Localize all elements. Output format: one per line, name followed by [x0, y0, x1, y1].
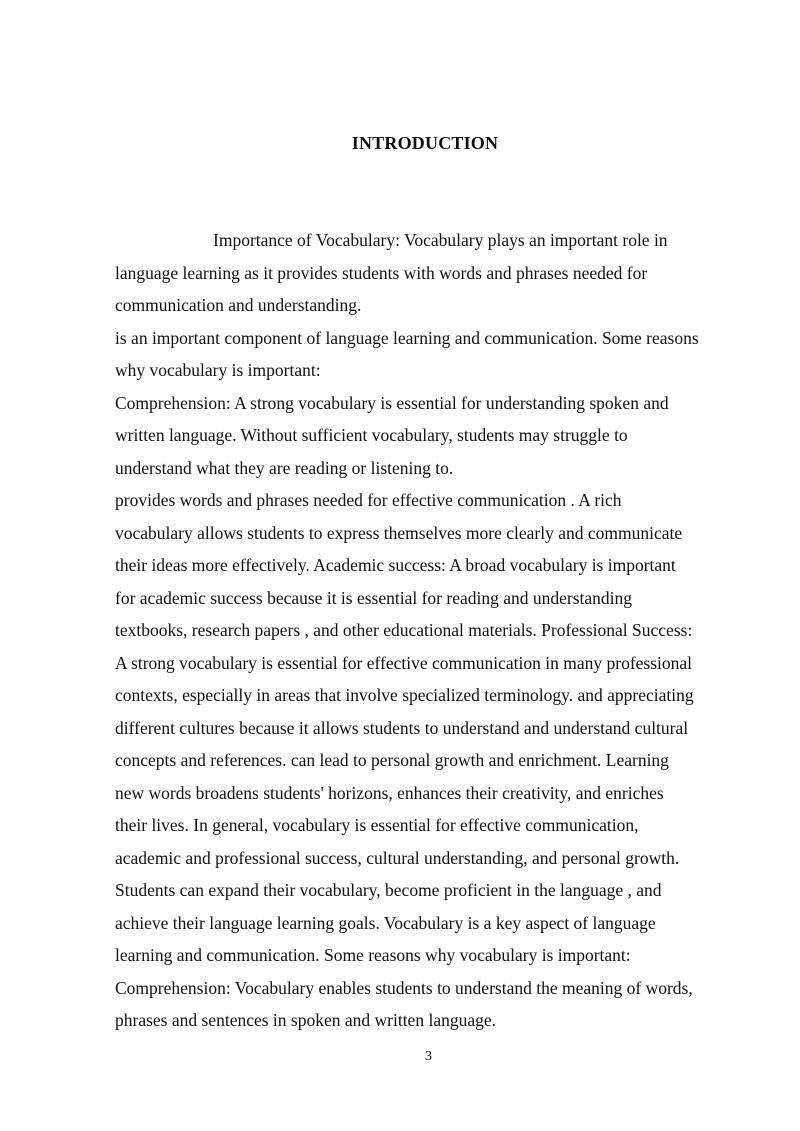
- text-line: different cultures because it allows students to understand and understand cultural: [115, 717, 689, 738]
- text-line: academic and professional success, cultural understanding, and personal growth.: [115, 847, 680, 868]
- text-line: language learning as it provides students with words and phrases needed for: [115, 262, 648, 283]
- text-line: communication and understanding.: [115, 295, 362, 315]
- text-line: textbooks, research papers , and other educational materials. Professional Success:: [115, 620, 693, 640]
- text-line: achieve their language learning goals. Vocabulary is a key aspect of language: [115, 912, 656, 933]
- text-line: phrases and sentences in spoken and written language.: [115, 1010, 496, 1030]
- body-text: [115, 224, 755, 1037]
- text-line: Students can expand their vocabulary, become proficient in the language , and: [115, 880, 662, 900]
- text-line: vocabulary allows students to express themselves more clearly and communicate: [115, 522, 683, 543]
- text-line: provides words and phrases needed for effective communication . A rich: [115, 490, 622, 510]
- text-line: A strong vocabulary is essential for effective communication in many professional: [115, 652, 693, 673]
- text-line: Comprehension: A strong vocabulary is essential for understanding spoken and: [115, 392, 669, 413]
- text-line: learning and communication. Some reasons why vocabulary is important:: [115, 945, 631, 965]
- text-line: their lives. In general, vocabulary is essential for effective communication,: [115, 815, 639, 835]
- text-line: Importance of Vocabulary: Vocabulary plays an important role in: [213, 230, 668, 250]
- text-line: their ideas more effectively. Academic success: A broad vocabulary is important: [115, 555, 676, 575]
- page-number: 3: [425, 1049, 432, 1064]
- page-title: INTRODUCTION: [351, 133, 499, 153]
- text-line: new words broadens students' horizons, enhances their creativity, and enriches: [115, 782, 664, 803]
- text-line: for academic success because it is essential for reading and understanding: [115, 587, 633, 608]
- text-line: understand what they are reading or listening to.: [115, 457, 454, 478]
- text-line: Comprehension: Vocabulary enables students to understand the meaning of words,: [115, 977, 693, 998]
- text-line: contexts, especially in areas that involve specialized terminology. and appreciating: [115, 685, 694, 705]
- text-line: concepts and references. can lead to personal growth and enrichment. Learning: [115, 750, 669, 770]
- text-line: why vocabulary is important:: [115, 360, 321, 380]
- text-line: is an important component of language learning and communication. Some reasons: [115, 327, 699, 348]
- text-line: written language. Without sufficient vocabulary, students may struggle to: [115, 425, 628, 445]
